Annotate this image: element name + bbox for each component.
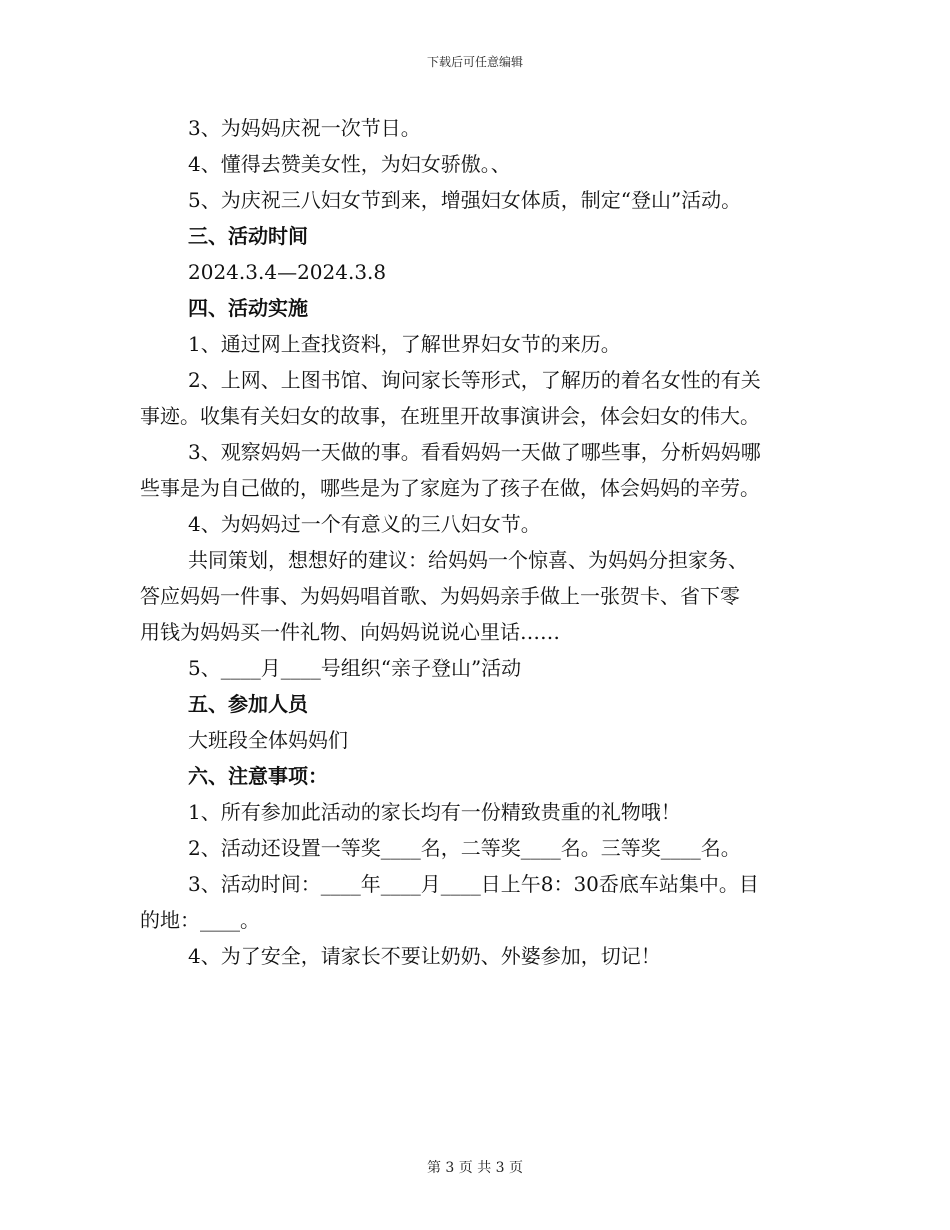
section-heading-notes: 六、注意事项： xyxy=(188,764,328,788)
list-item: 2、上网、上图书馆、询问家长等形式，了解历的着名女性的有关 xyxy=(188,368,761,392)
list-item: 2、活动还设置一等奖____名，二等奖____名。三等奖____名。 xyxy=(188,836,741,860)
section-heading-participants: 五、参加人员 xyxy=(188,692,308,716)
list-item: 4、为了安全，请家长不要让奶奶、外婆参加，切记！ xyxy=(188,944,661,968)
list-item: 4、懂得去赞美女性，为妇女骄傲。、 xyxy=(188,152,511,176)
list-item: 3、观察妈妈一天做的事。看看妈妈一天做了哪些事，分析妈妈哪 xyxy=(188,440,761,464)
paragraph: 共同策划，想想好的建议：给妈妈一个惊喜、为妈妈分担家务、 xyxy=(188,548,748,572)
list-item: 1、所有参加此活动的家长均有一份精致贵重的礼物哦！ xyxy=(188,800,681,824)
page-header: 下载后可任意编辑 xyxy=(426,55,523,69)
section-heading-implementation: 四、活动实施 xyxy=(188,296,308,320)
list-item-continuation: 些事是为自己做的，哪些是为了家庭为了孩子在做，体会妈妈的辛劳。 xyxy=(140,476,760,500)
list-item: 5、____月____号组织“亲子登山”活动 xyxy=(188,656,522,680)
section-heading-time: 三、活动时间 xyxy=(188,224,308,248)
list-item: 5、为庆祝三八妇女节到来，增强妇女体质，制定“登山”活动。 xyxy=(188,188,742,212)
document-body xyxy=(140,110,820,974)
list-item: 1、通过网上查找资料，了解世界妇女节的来历。 xyxy=(188,332,621,356)
list-item-continuation: 事迹。收集有关妇女的故事，在班里开故事演讲会，体会妇女的伟大。 xyxy=(140,404,760,428)
list-item: 4、为妈妈过一个有意义的三八妇女节。 xyxy=(188,512,541,536)
list-item: 3、为妈妈庆祝一次节日。 xyxy=(188,116,421,140)
paragraph-continuation: 答应妈妈一件事、为妈妈唱首歌、为妈妈亲手做上一张贺卡、省下零 xyxy=(140,584,740,608)
page-footer: 第 3 页 共 3 页 xyxy=(426,1160,524,1176)
list-item: 3、活动时间：____年____月____日上午8：30岙底车站集中。目 xyxy=(188,872,759,896)
paragraph-continuation: 用钱为妈妈买一件礼物、向妈妈说说心里话…… xyxy=(140,620,560,644)
date-range: 2024.3.4—2024.3.8 xyxy=(188,260,387,284)
list-item-continuation: 的地：____。 xyxy=(140,908,260,932)
participants-text: 大班段全体妈妈们 xyxy=(188,728,348,752)
